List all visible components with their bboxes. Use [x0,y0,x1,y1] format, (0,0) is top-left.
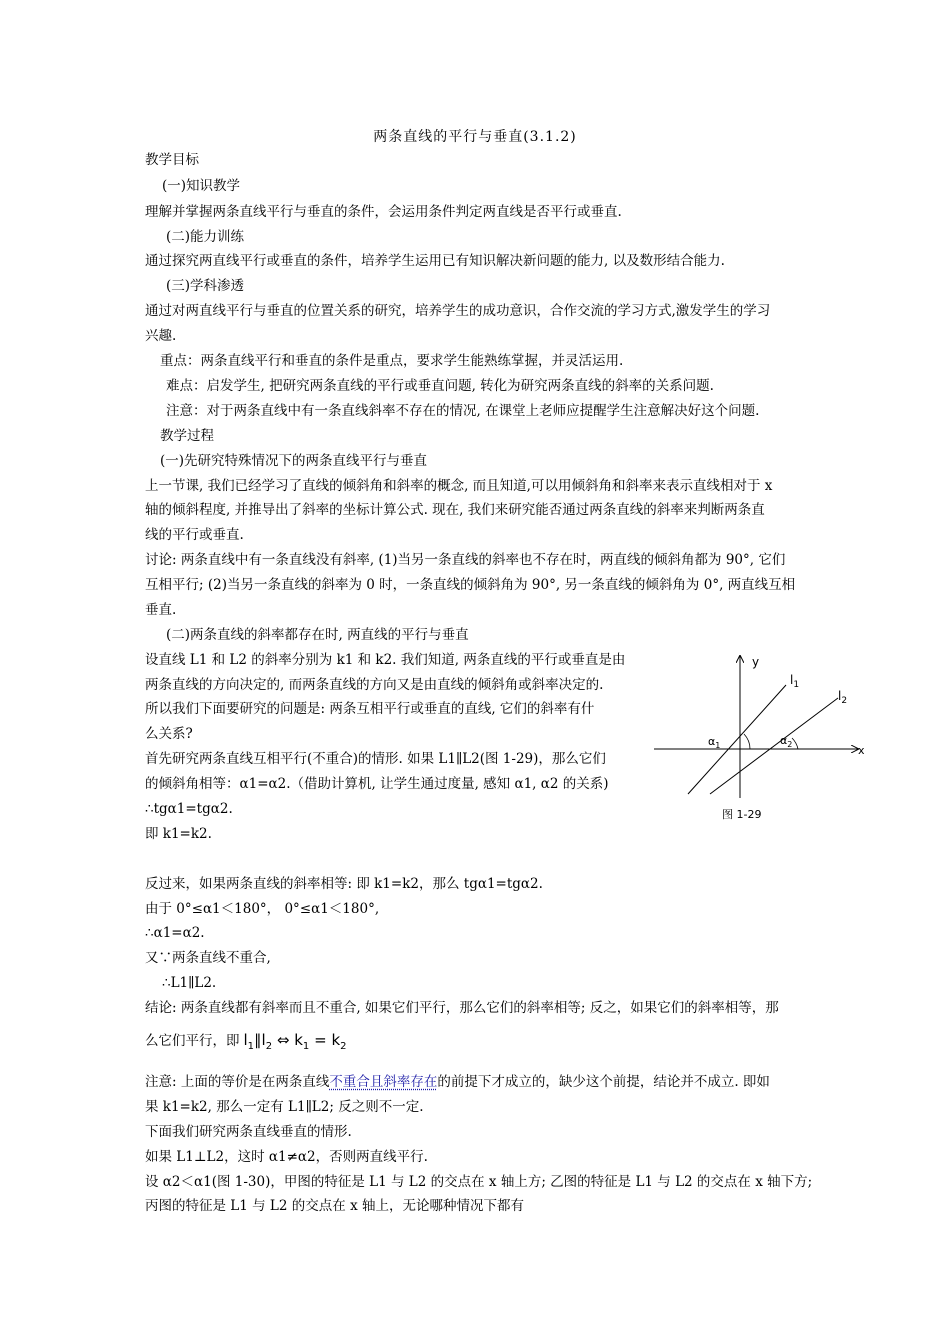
subsection-heading: (三)学科渗透 [166,278,245,294]
angle-arc-alpha1 [744,734,750,749]
paragraph-line: 反过来，如果两条直线的斜率相等: 即 k1=k2，那么 tgα1=tgα2. [145,876,543,892]
paragraph-line: 么关系? [145,726,193,742]
difficulty-line: 难点：启发学生, 把研究两条直线的平行或垂直问题, 转化为研究两条直线的斜率的关系问题. [166,378,714,394]
paragraph-line: 兴趣. [145,328,177,344]
paragraph-text: 么它们平行，即 [145,1033,240,1049]
paragraph-line: 即 k1=k2. [145,826,212,842]
paragraph-line: 讨论: 两条直线中有一条直线没有斜率, (1)当另一条直线的斜率也不存在时，两直线的倾斜角都为 90°, 它们 [145,552,786,568]
paragraph-line: 由于 0°≤α1＜180°， 0°≤α1＜180°, [145,901,380,917]
subsection-heading: (一)先研究特殊情况下的两条直线平行与垂直 [160,453,428,469]
paragraph-line: 结论: 两条直线都有斜率而且不重合, 如果它们平行，那么它们的斜率相等; 反之，如果它们的斜率相等，那 [145,1000,779,1016]
key-point-line: 重点：两条直线平行和垂直的条件是重点，要求学生能熟练掌握，并灵活运用. [160,353,624,369]
line-l2 [710,698,838,794]
paragraph-line: ∴α1=α2. [145,925,205,941]
page-title: 两条直线的平行与垂直(3.1.2) [373,129,577,145]
paragraph-line: 线的平行或垂直. [145,527,244,543]
y-axis-label: y [752,655,760,669]
paragraph-line: 互相平行; (2)当另一条直线的斜率为 0 时，一条直线的倾斜角为 90°, 另一条直线的倾斜角为 0°, 两直线互相 [145,577,796,593]
equivalence-formula: $l_1\parallel l_2$ ⇔ $k_1 = k_2$ [243,1031,347,1052]
paragraph-line: 设 α2＜α1(图 1-30)，甲图的特征是 L1 与 L2 的交点在 x 轴上方; 乙图的特征是 L1 与 L2 的交点在 x 轴下方; [145,1174,813,1190]
paragraph-line: ∴L1∥L2. [162,975,217,991]
subsection-heading: (二)能力训练 [166,229,245,245]
subsection-heading: (二)两条直线的斜率都存在时, 两直线的平行与垂直 [166,627,469,643]
paragraph-line: 下面我们研究两条直线垂直的情形. [145,1124,352,1140]
paragraph-line: 的倾斜角相等：α1=α2.（借助计算机, 让学生通过度量, 感知 α1, α2 的关系) [145,776,609,792]
paragraph-line: 设直线 L1 和 L2 的斜率分别为 k1 和 k2. 我们知道, 两条直线的平行或垂直是由 [145,652,626,668]
paragraph-line: 轴的倾斜程度, 并推导出了斜率的坐标计算公式. 现在, 我们来研究能否通过两条直线的斜率来判断两条直 [145,502,765,518]
paragraph-line: 如果 L1⊥L2，这时 α1≠α2，否则两直线平行. [145,1149,428,1165]
underlined-text: 不重合且斜率存在 [329,1074,438,1090]
paragraph-line: 又∵两条直线不重合, [145,950,271,966]
section-heading: 教学过程 [160,428,214,444]
figure-1-29 [648,648,868,826]
paragraph-line: 通过探究两直线平行或垂直的条件，培养学生运用已有知识解决新问题的能力, 以及数形结合能力. [145,253,725,269]
paragraph-line: 垂直. [145,602,177,618]
paragraph-line: 上一节课, 我们已经学习了直线的倾斜角和斜率的概念, 而且知道,可以用倾斜角和斜率来表示直线相对于 x [145,478,773,494]
paragraph-line: 果 k1=k2, 那么一定有 L1∥L2; 反之则不一定. [145,1099,424,1115]
alpha2-label: $\alpha_2$ [780,734,793,749]
paragraph-line: 丙图的特征是 L1 与 L2 的交点在 x 轴上，无论哪种情况下都有 [145,1198,524,1214]
line-l1 [688,685,786,794]
section-heading: 教学目标 [145,152,199,168]
alpha1-label: $\alpha_1$ [708,735,721,750]
paragraph-line: 两条直线的方向决定的, 而两条直线的方向又是由直线的倾斜角或斜率决定的. [145,677,604,693]
paragraph-line: 注意: 上面的等价是在两条直线不重合且斜率存在的前提下才成立的，缺少这个前提，结论并不成立. 即如 [145,1074,770,1090]
paragraph-line: 理解并掌握两条直线平行与垂直的条件，会运用条件判定两直线是否平行或垂直. [145,204,622,220]
paragraph-line: 通过对两直线平行与垂直的位置关系的研究，培养学生的成功意识，合作交流的学习方式,激发学生的学习 [145,303,771,319]
paragraph-line: 首先研究两条直线互相平行(不重合)的情形. 如果 L1∥L2(图 1-29)，那么它们 [145,751,606,767]
angle-arc-alpha2 [792,738,798,749]
l1-label: $l_1$ [790,673,800,690]
figure-caption: 图 1-29 [722,808,762,821]
paragraph-line [145,1031,347,1056]
l2-label: $l_2$ [838,689,848,706]
paragraph-line: ∴tgα1=tgα2. [145,801,233,817]
subsection-heading: (一)知识教学 [162,178,241,194]
x-axis-label: x [858,744,865,757]
note-line: 注意：对于两条直线中有一条直线斜率不存在的情况, 在课堂上老师应提醒学生注意解决好这个问题. [166,403,760,419]
paragraph-line: 所以我们下面要研究的问题是: 两条互相平行或垂直的直线, 它们的斜率有什 [145,701,595,717]
